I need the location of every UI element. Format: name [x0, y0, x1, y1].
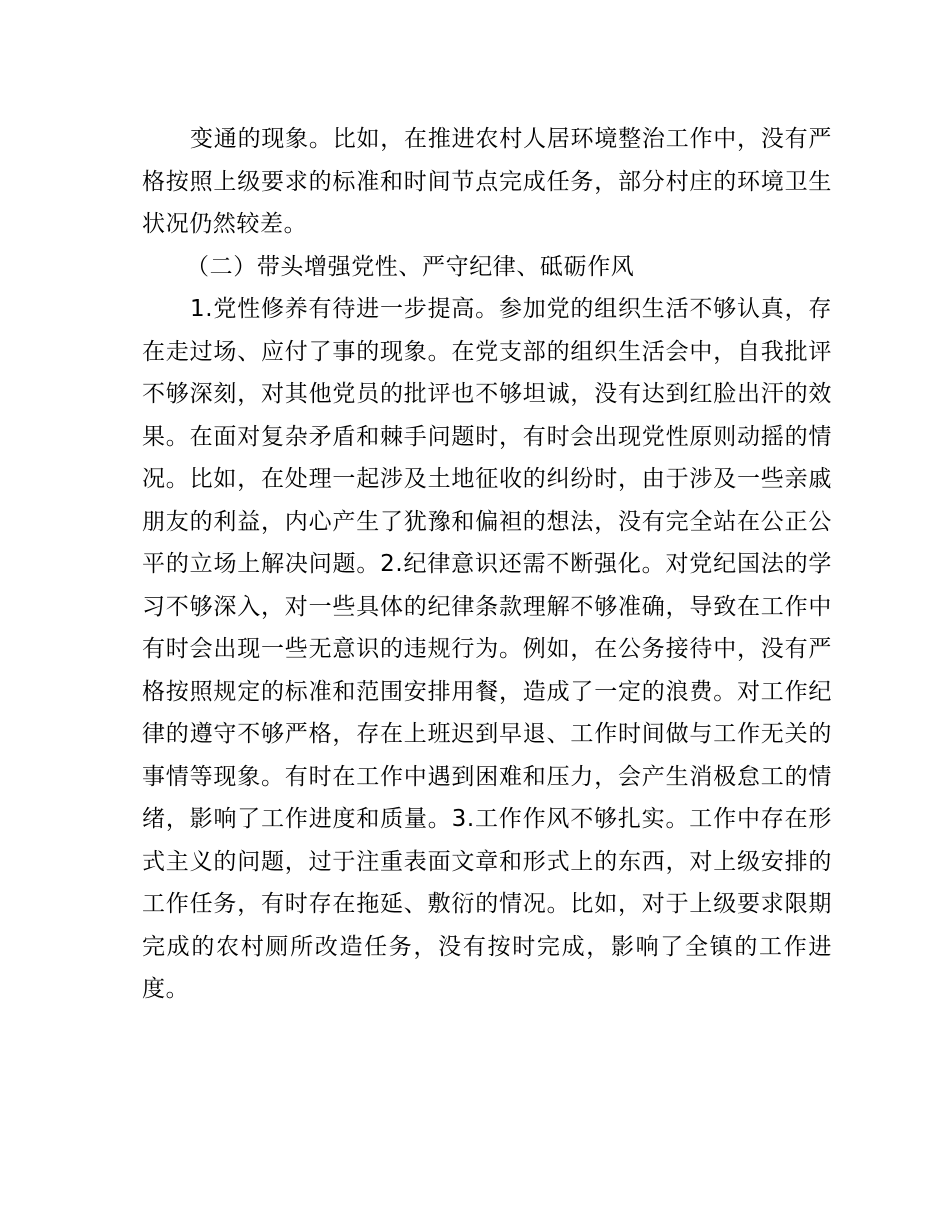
- paragraph-main: 1.党性修养有待进一步提高。参加党的组织生活不够认真，存在走过场、应付了事的现象。在党支部的组织生活会中，自我批评不够深刻，对其他党员的批评也不够坦诚，没有达到红脸出汗的效果。在面对复杂矛盾和棘手问题时，有时会出现党性原则动摇的情况。比如，在处理一起涉及土地征收的纠纷时，由于涉及一些亲戚朋友的利益，内心产生了犹豫和偏袒的想法，没有完全站在公正公平的立场上解决问题。2.纪律意识还需不断强化。对党纪国法的学习不够深入，对一些具体的纪律条款理解不够准确，导致在工作中有时会出现一些无意识的违规行为。例如，在公务接待中，没有严格按照规定的标准和范围安排用餐，造成了一定的浪费。对工作纪律的遵守不够严格，存在上班迟到早退、工作时间做与工作无关的事情等现象。有时在工作中遇到困难和压力，会产生消极怠工的情绪，影响了工作进度和质量。3.工作作风不够扎实。工作中存在形式主义的问题，过于注重表面文章和形式上的东西，对上级安排的工作任务，有时存在拖延、敷衍的情况。比如，对于上级要求限期完成的农村厕所改造任务，没有按时完成，影响了全镇的工作进度。: [142, 296, 832, 1002]
- section-heading: （二）带头增强党性、严守纪律、砥砺作风: [186, 253, 635, 280]
- document-body: [142, 118, 832, 1011]
- paragraph-continuation: 变通的现象。比如，在推进农村人居环境整治工作中，没有严格按照上级要求的标准和时间节点完成任务，部分村庄的环境卫生状况仍然较差。: [142, 126, 832, 237]
